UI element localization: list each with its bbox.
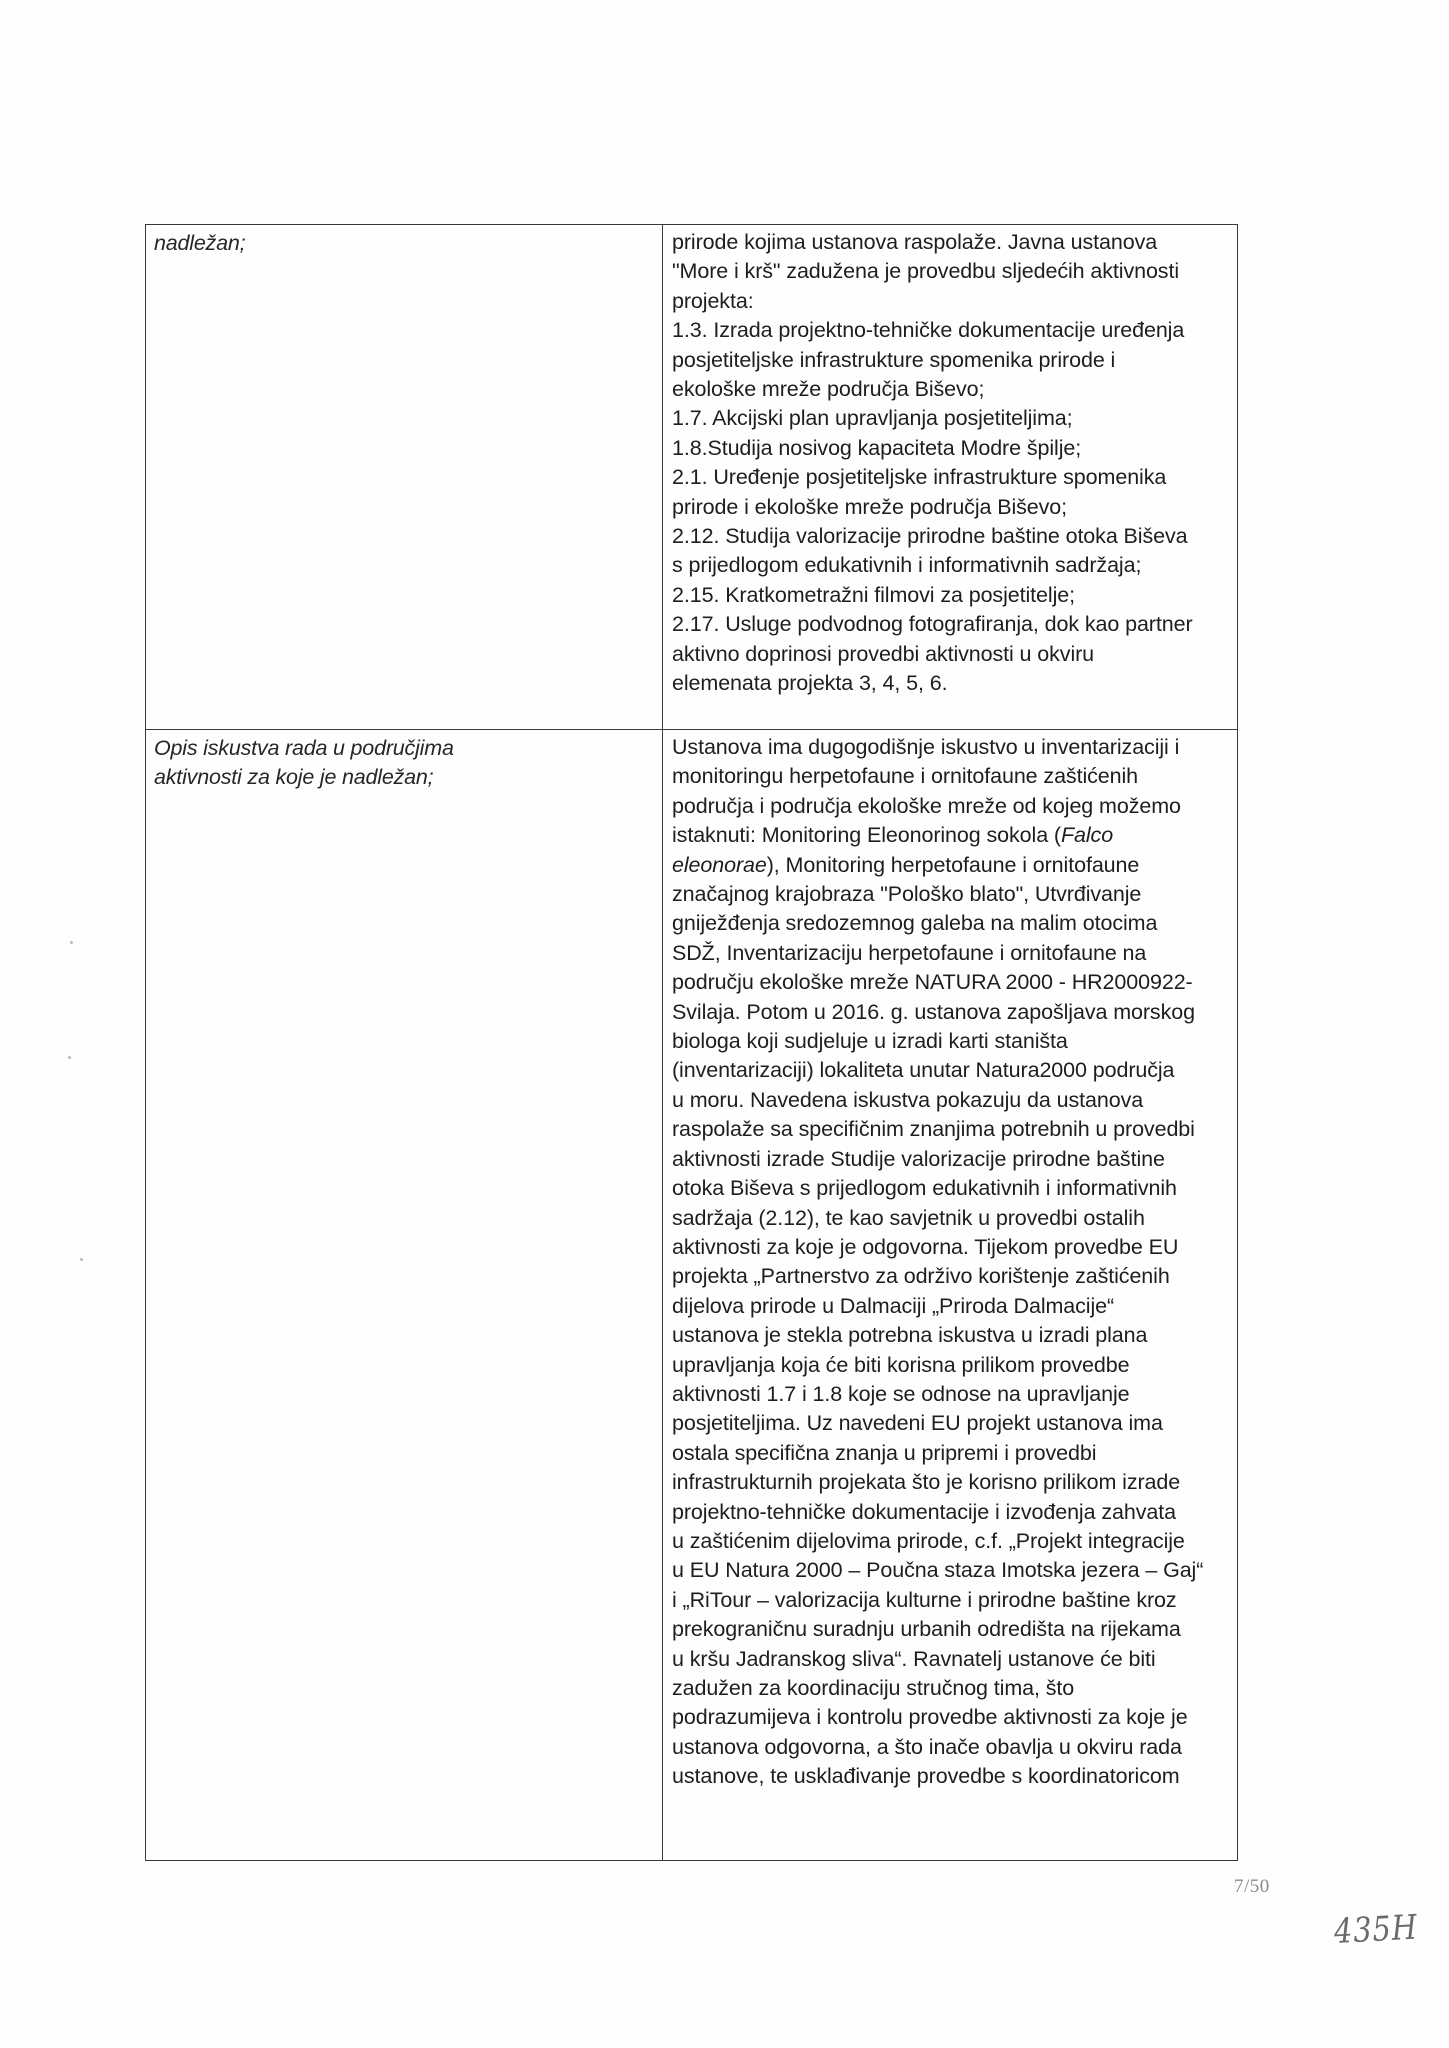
text-line: aktivnosti izrade Studije valorizacije prirodne baštine	[672, 1146, 1165, 1171]
text-line: u zaštićenim dijelovima prirode, c.f. „Projekt integracije	[672, 1528, 1185, 1553]
text-line: 2.15. Kratkometražni filmovi za posjetitelje;	[672, 582, 1075, 607]
text-line: dijelova prirode u Dalmaciji „Priroda Dalmacije“	[672, 1293, 1115, 1318]
text-line	[672, 851, 1229, 880]
text-line: biologa koji sudjeluje u izradi karti staništa	[672, 1029, 1068, 1054]
scan-speck	[80, 1258, 83, 1261]
activities-list	[672, 228, 1229, 699]
row-label-cell	[146, 225, 663, 730]
table-row	[146, 225, 1238, 730]
text-segment: ), Monitoring herpetofaune i ornitofaune	[766, 852, 1140, 877]
text-line: projektno-tehničke dokumentacije i izvođenja zahvata	[672, 1499, 1176, 1524]
text-line: 1.7. Akcijski plan upravljanja posjetiteljima;	[672, 406, 1073, 431]
text-line: prirode kojima ustanova raspolaže. Javna ustanova	[672, 230, 1158, 254]
text-line: 1.3. Izrada projektno-tehničke dokumentacije uređenja	[672, 318, 1185, 343]
text-line: raspolaže sa specifičnim znanjima potrebnih u provedbi	[672, 1117, 1195, 1142]
text-line: (inventarizaciji) lokaliteta unutar Natura2000 područja	[672, 1058, 1175, 1083]
page-number: 7/50	[1234, 1876, 1270, 1897]
text-line: upravljanja koja će biti korisna prilikom provedbe	[672, 1352, 1130, 1377]
text-segment: istaknuti: Monitoring Eleonorinog sokola (	[672, 823, 1061, 848]
scan-speck	[70, 941, 73, 944]
text-line: značajnog krajobraza "Pološko blato", Utvrđivanje	[672, 882, 1142, 907]
text-line: ustanova odgovorna, a što inače obavlja u okviru rada	[672, 1734, 1182, 1759]
row-value-cell	[663, 225, 1238, 730]
text-line: prekograničnu suradnju urbanih odredišta na rijekama	[672, 1617, 1181, 1642]
species-name-italic: Falco	[1060, 823, 1114, 848]
text-line: ostala specifična znanja u pripremi i provedbi	[672, 1440, 1097, 1465]
handwritten-page-mark: 435H	[1333, 1907, 1419, 1952]
text-line: i „RiTour – valorizacija kulturne i prirodne baštine kroz	[672, 1587, 1177, 1612]
text-line: Ustanova ima dugogodišnje iskustvo u inventarizaciji i	[672, 735, 1180, 759]
text-line: otoka Biševa s prijedlogom edukativnih i informativnih	[672, 1176, 1177, 1201]
text-line: aktivnosti za koje je odgovorna. Tijekom provedbe EU	[672, 1234, 1179, 1259]
text-line: projekta:	[672, 288, 754, 313]
text-line: monitoringu herpetofaune i ornitofaune zaštićenih	[672, 764, 1139, 789]
text-line: ustanova je stekla potrebna iskustva u izradi plana	[672, 1323, 1148, 1348]
text-line: 2.17. Usluge podvodnog fotografiranja, dok kao partner	[672, 612, 1193, 637]
text-line: posjetiteljske infrastrukture spomenika prirode i	[672, 347, 1116, 372]
experience-description	[672, 880, 1229, 1792]
text-line: elemenata projekta 3, 4, 5, 6.	[672, 671, 948, 696]
text-line: s prijedlogom edukativnih i informativnih sadržaja;	[672, 553, 1142, 578]
row-value-cell	[663, 730, 1238, 1861]
text-line: u kršu Jadranskog sliva“. Ravnatelj ustanove će biti	[672, 1646, 1156, 1671]
text-line: posjetiteljima. Uz navedeni EU projekt ustanova ima	[672, 1411, 1163, 1436]
text-line: područja i područja ekološke mreže od kojeg možemo	[672, 793, 1181, 818]
text-line: prirode i ekološke mreže područja Biševo;	[672, 494, 1068, 519]
scan-speck	[68, 1056, 71, 1059]
species-name-italic: eleonorae	[672, 852, 767, 877]
text-line: aktivno doprinosi provedbi aktivnosti u okviru	[672, 641, 1095, 666]
text-line: području ekološke mreže NATURA 2000 - HR2000922-	[672, 970, 1193, 995]
row-label-line: Opis iskustva rada u područjima	[154, 736, 454, 760]
text-line: ustanove, te usklađivanje provedbe s koordinatoricom	[672, 1764, 1180, 1789]
text-line: u EU Natura 2000 – Poučna staza Imotska jezera – Gaj“	[672, 1558, 1204, 1583]
row-label: nadležan;	[154, 231, 246, 255]
text-line: zadužen za koordinaciju stručnog tima, što	[672, 1676, 1075, 1700]
text-line: ekološke mreže područja Biševo;	[672, 377, 985, 402]
text-line: infrastrukturnih projekata što je korisno prilikom izrade	[672, 1470, 1181, 1495]
text-line: gniježđenja sredozemnog galeba na malim otocima	[672, 911, 1158, 936]
text-line: projekta „Partnerstvo za održivo korištenje zaštićenih	[672, 1264, 1170, 1289]
text-line: aktivnosti 1.7 i 1.8 koje se odnose na upravljanje	[672, 1381, 1130, 1406]
row-label-cell	[146, 730, 663, 1861]
text-line: podrazumijeva i kontrolu provedbe aktivnosti za koje je	[672, 1705, 1188, 1730]
text-line: "More i krš" zadužena je provedbu sljedećih aktivnosti	[672, 259, 1180, 284]
text-line: sadržaja (2.12), te kao savjetnik u provedbi ostalih	[672, 1205, 1145, 1230]
text-line: 1.8.Studija nosivog kapaciteta Modre špilje;	[672, 435, 1082, 460]
text-line: Svilaja. Potom u 2016. g. ustanova zapošljava morskog	[672, 999, 1195, 1024]
text-line: SDŽ, Inventarizaciju herpetofaune i ornitofaune na	[672, 940, 1147, 965]
row-label-line: aktivnosti za koje je nadležan;	[154, 765, 434, 790]
text-line: 2.1. Uređenje posjetiteljske infrastrukture spomenika	[672, 465, 1167, 490]
text-line	[672, 821, 1229, 850]
text-line: 2.12. Studija valorizacije prirodne baštine otoka Biševa	[672, 524, 1188, 549]
table-row	[146, 730, 1238, 1861]
project-partner-table	[145, 224, 1238, 1861]
text-line: u moru. Navedena iskustva pokazuju da ustanova	[672, 1087, 1144, 1112]
